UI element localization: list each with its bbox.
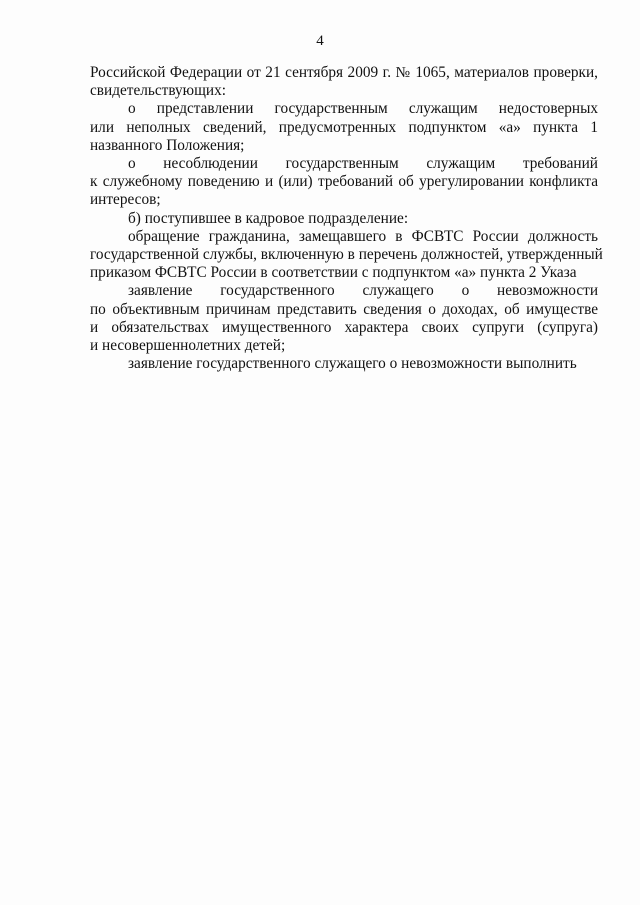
paragraph <box>90 100 598 155</box>
paragraph-line: и обязательствах имущественного характера своих супруги (супруга) <box>90 318 598 336</box>
paragraph-line: Российской Федерации от 21 сентября 2009 г. № 1065, материалов проверки, <box>90 64 598 81</box>
paragraph-line: обращение гражданина, замещавшего в ФСВТС России должность <box>128 227 598 245</box>
paragraph-line: или неполных сведений, предусмотренных подпунктом «а» пункта 1 <box>90 118 598 136</box>
paragraph-line: к служебному поведению и (или) требований об урегулировании конфликта <box>90 173 598 191</box>
paragraph-line: приказом ФСВТС России в соответствии с подпунктом «а» пункта 2 Указа <box>90 264 577 282</box>
paragraph-line: заявление государственного служащего о невозможности <box>128 282 598 300</box>
paragraph-line: свидетельствующих: <box>90 82 226 100</box>
paragraph-line: о представлении государственным служащим недостоверных <box>128 100 598 118</box>
paragraph-line: государственной службы, включенную в перечень должностей, утвержденный <box>90 246 603 264</box>
paragraph <box>90 64 598 100</box>
paragraph-line: интересов; <box>90 191 161 209</box>
paragraph-line: б) поступившее в кадровое подразделение: <box>128 209 409 227</box>
paragraph <box>90 355 598 373</box>
paragraph <box>90 227 603 283</box>
paragraph-line: о несоблюдении государственным служащим требований <box>128 155 598 173</box>
paragraph-line: и несовершеннолетних детей; <box>90 337 286 355</box>
paragraph-line: по объективным причинам представить сведения о доходах, об имуществе <box>90 300 598 318</box>
document-body <box>90 64 603 373</box>
paragraph <box>90 155 598 210</box>
page-number: 4 <box>316 33 324 49</box>
paragraph <box>90 210 598 228</box>
paragraph-line: названного Положения; <box>90 136 245 154</box>
paragraph <box>90 282 598 355</box>
paragraph-line: заявление государственного служащего о невозможности выполнить <box>128 355 577 373</box>
